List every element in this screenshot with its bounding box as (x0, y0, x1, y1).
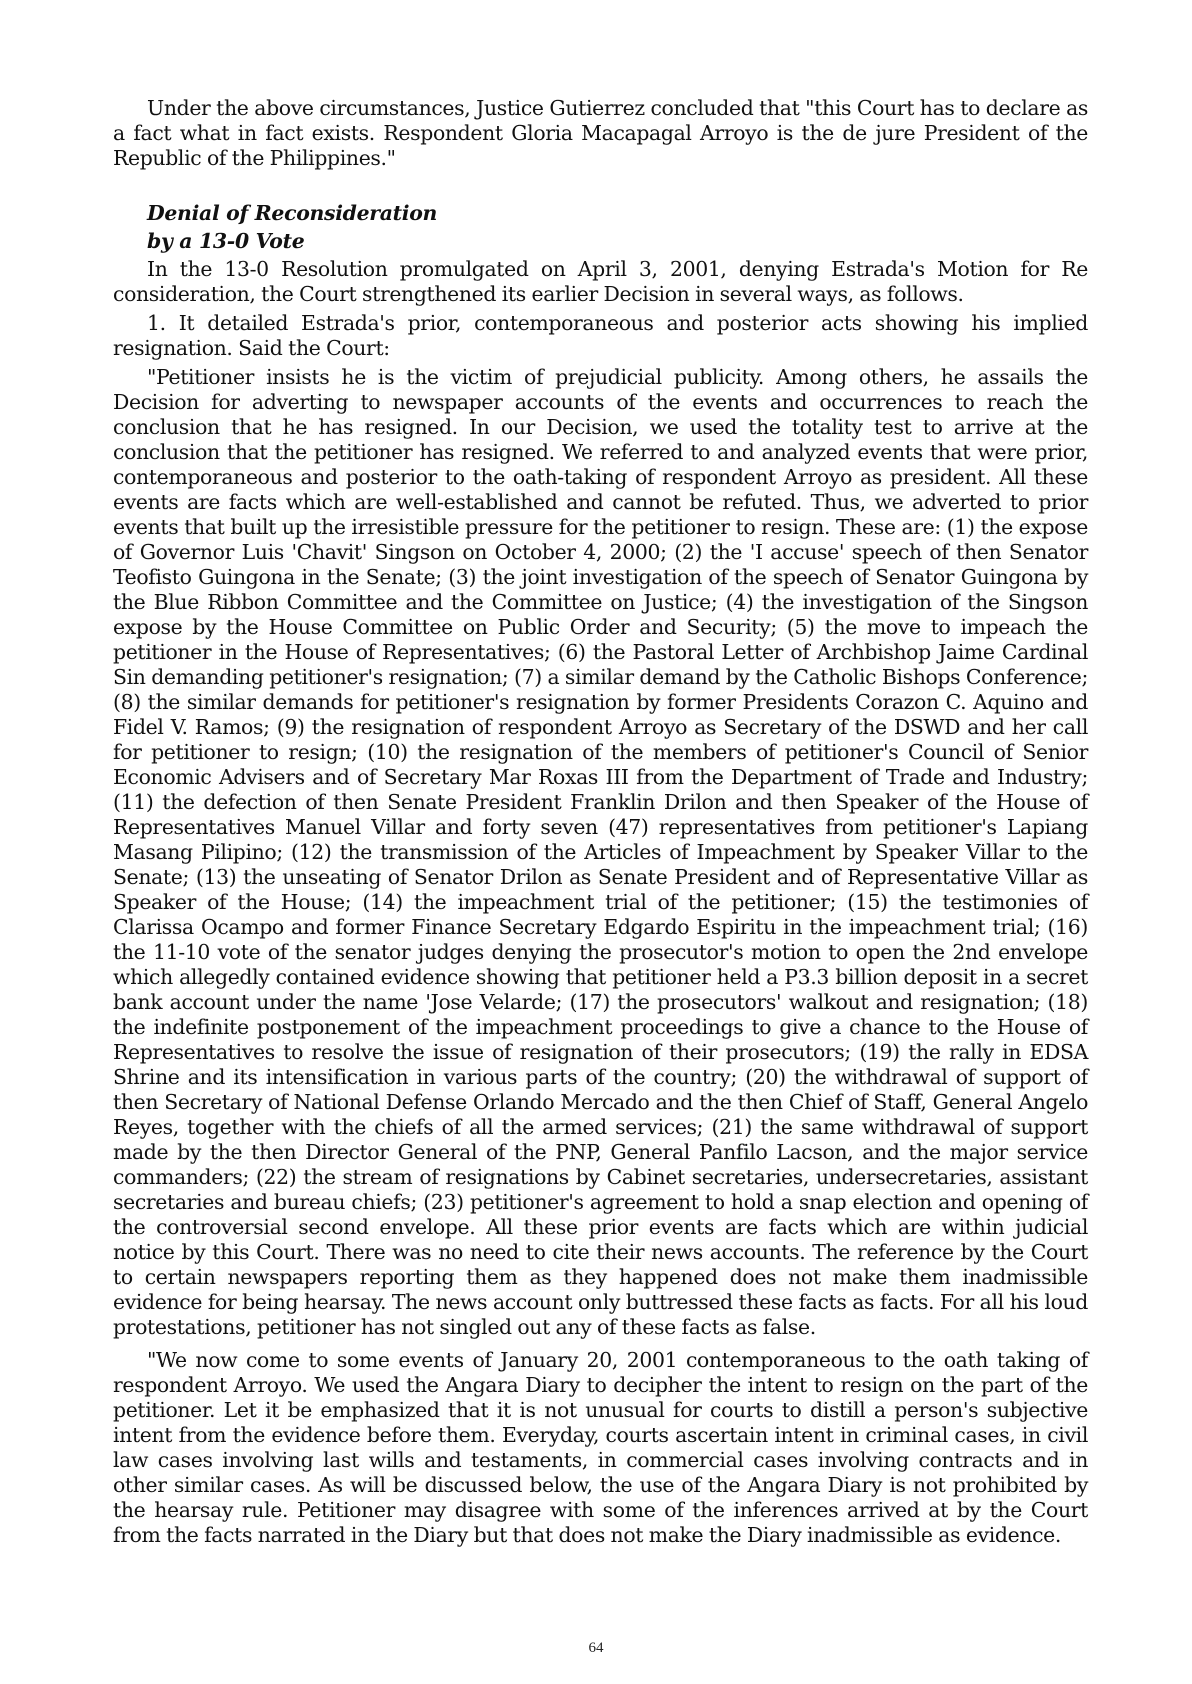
paragraph-contemporaneous-events-quote: "We now come to some events of January 20, 2001 contemporaneous to the oath taking of respondent Arroyo. We used the Angara Diary to decipher the intent to resign on the part of the petitioner. Let it be emphasized that it is not unusual for courts to distill a person's subjective intent from the evidence before them. Everyday, courts ascertain intent in criminal cases, in civil law cases involving last wills and testaments, in commercial cases involving contracts and in other similar cases. As will be discussed below, the use of the Angara Diary is not prohibited by the hearsay rule. Petitioner may disagree with some of the inferences arrived at by the Court from the facts narrated in the Diary but that does not make the Diary inadmissible as evidence. (113, 1348, 1088, 1547)
page-number: 64 (588, 1640, 604, 1656)
section-heading-line-1: Denial of Reconsideration (147, 201, 438, 225)
paragraph-implied-resignation: 1. It detailed Estrada's prior, contemporaneous and posterior acts showing his implied resignation. Said the Court: (113, 311, 1088, 360)
paragraph-gutierrez-conclusion: Under the above circumstances, Justice Gutierrez concluded that "this Court has to declare as a fact what in fact exists. Respondent Gloria Macapagal Arroyo is the de jure President of the Republic of the Philippines." (113, 96, 1088, 170)
section-heading (113, 199, 1088, 255)
section-heading-line-2: by a 13-0 Vote (147, 229, 305, 253)
document-page (113, 96, 1088, 1548)
paragraph-resolution: In the 13-0 Resolution promulgated on April 3, 2001, denying Estrada's Motion for Re consideration, the Court strengthened its earlier Decision in several ways, as follows. (113, 257, 1088, 306)
paragraph-prior-events-quote: "Petitioner insists he is the victim of prejudicial publicity. Among others, he assails the Decision for adverting to newspaper accounts of the events and occurrences to reach the conclusion that he has resigned. In our Decision, we used the totality test to arrive at the conclusion that the petitioner has resigned. We referred to and analyzed events that were prior, contemporaneous and posterior to the oath-taking of respondent Arroyo as president. All these events are facts which are well-established and cannot be refuted. Thus, we adverted to prior events that built up the irresistible pressure for the petitioner to resign. These are: (1) the expose of Governor Luis 'Chavit' Singson on October 4, 2000; (2) the 'I accuse' speech of then Senator Teofisto Guingona in the Senate; (3) the joint investigation of the speech of Senator Guingona by the Blue Ribbon Committee and the Committee on Justice; (4) the investigation of the Singson expose by the House Committee on Public Order and Security; (5) the move to impeach the petitioner in the House of Representatives; (6) the Pastoral Letter of Archbishop Jaime Cardinal Sin demanding petitioner's resignation; (7) a similar demand by the Catholic Bishops Conference; (8) the similar demands for petitioner's resignation by former Presidents Corazon C. Aquino and Fidel V. Ramos; (9) the resignation of respondent Arroyo as Secretary of the DSWD and her call for petitioner to resign; (10) the resignation of the members of petitioner's Council of Senior Economic Advisers and of Secretary Mar Roxas III from the Department of Trade and Industry; (11) the defection of then Senate President Franklin Drilon and then Speaker of the House of Representatives Manuel Villar and forty seven (47) representatives from petitioner's Lapiang Masang Pilipino; (12) the transmission of the Articles of Impeachment by Speaker Villar to the Senate; (13) the unseating of Senator Drilon as Senate President and of Representative Villar as Speaker of the House; (14) the impeachment trial of the petitioner; (15) the testimonies of Clarissa Ocampo and former Finance Secretary Edgardo Espiritu in the impeachment trial; (16) the 11-10 vote of the senator judges denying the prosecutor's motion to open the 2nd envelope which allegedly contained evidence showing that petitioner held a P3.3 billion deposit in a secret bank account under the name 'Jose Velarde; (17) the prosecutors' walkout and resignation; (18) the indefinite postponement of the impeachment proceedings to give a chance to the House of Representatives to resolve the issue of resignation of their prosecutors; (19) the rally in EDSA Shrine and its intensification in various parts of the country; (20) the withdrawal of support of then Secretary of National Defense Orlando Mercado and the then Chief of Staff, General Angelo Reyes, together with the chiefs of all the armed services; (21) the same withdrawal of support made by the then Director General of the PNP, General Panfilo Lacson, and the major service commanders; (22) the stream of resignations by Cabinet secretaries, undersecretaries, assistant secretaries and bureau chiefs; (23) petitioner's agreement to hold a snap election and opening of the controversial second envelope. All these prior events are facts which are within judicial notice by this Court. There was no need to cite their news accounts. The reference by the Court to certain newspapers reporting them as they happened does not make them inadmissible evidence for being hearsay. The news account only buttressed these facts as facts. For all his loud protestations, petitioner has not singled out any of these facts as false. (113, 365, 1089, 1339)
